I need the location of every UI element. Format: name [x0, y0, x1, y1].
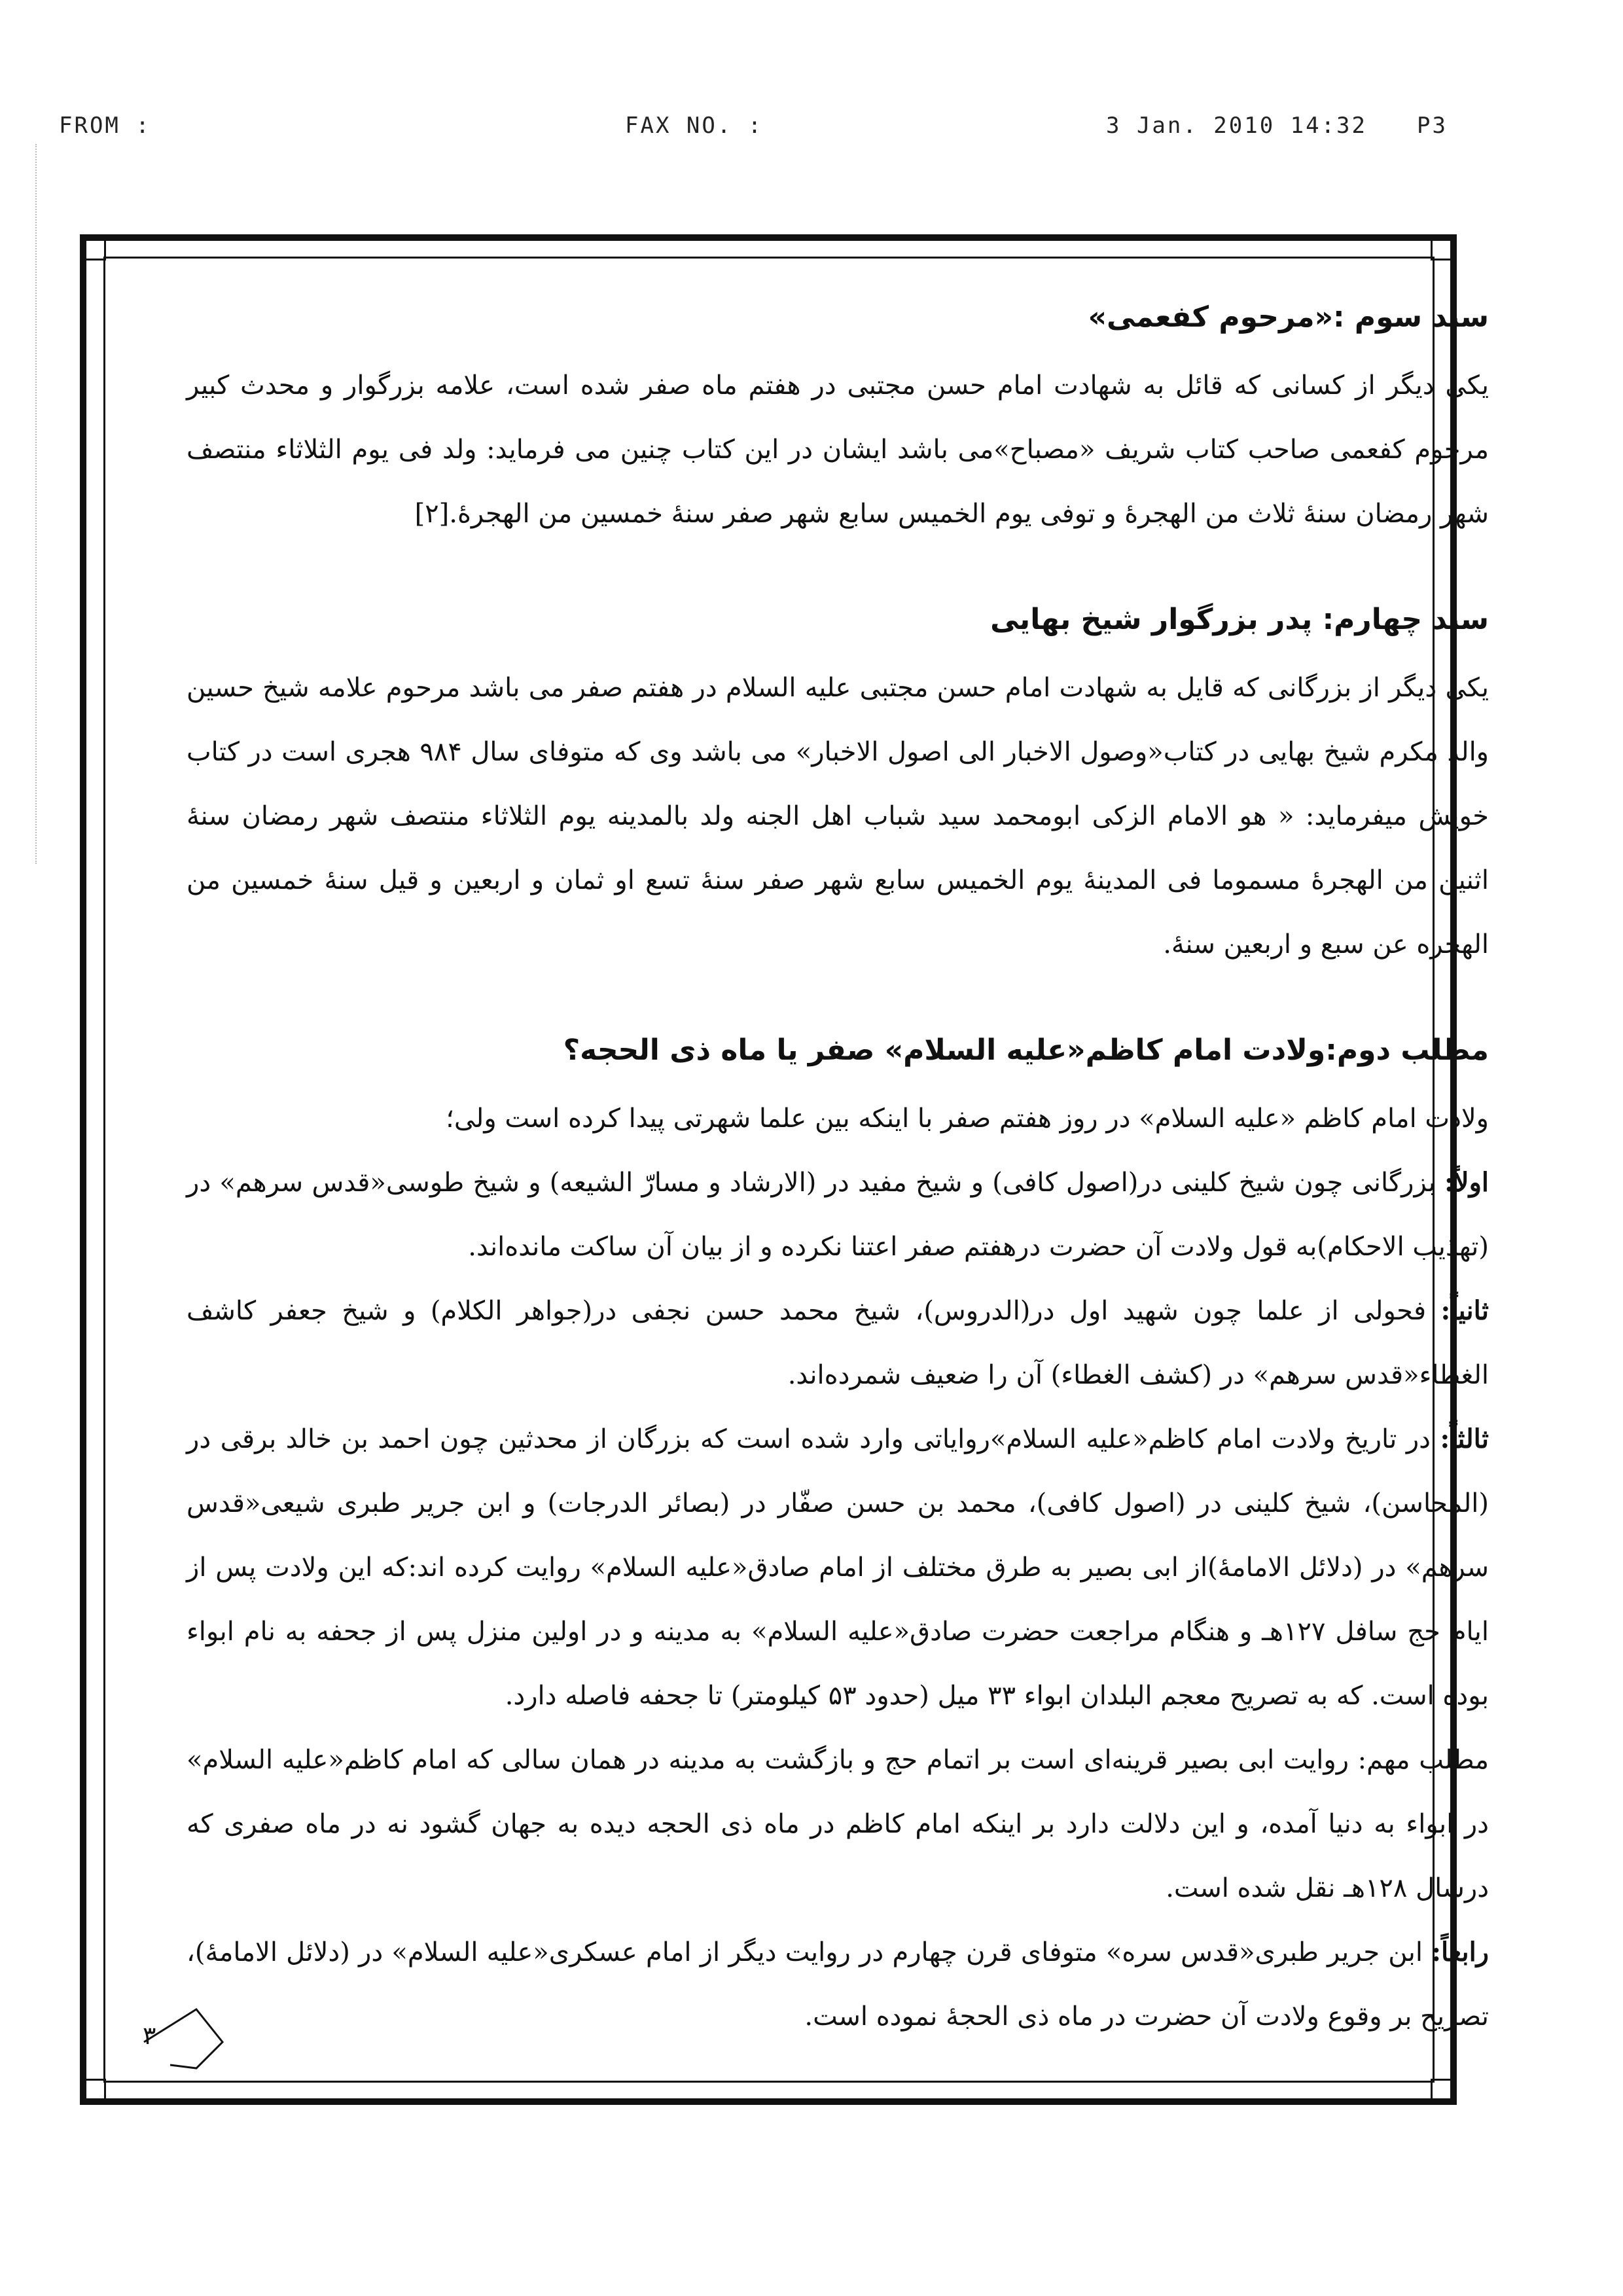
border-corner-ornament: [80, 2079, 106, 2105]
point-paragraph: [187, 1728, 1489, 1920]
fax-number-label: FAX NO. :: [625, 113, 764, 139]
paragraph: یکی دیگر از کسانی که قائل به شهادت امام حسن مجتبی در هفتم ماه صفر شده است، علامه بزرگوار و محدث کبیر مرحوم کفعمی صاحب کتاب شریف «مصباح»می باشد ایشان در این کتاب چنین می فرماید: ولد فی یوم الثلاثاء منتصف شهر رمضان سنۀ ثلاث من الهجرۀ و توفی یوم الخمیس سابع شهر صفر سنۀ خمسین من الهجرۀ.[۲]: [187, 370, 1489, 529]
point-paragraph: [187, 1407, 1489, 1728]
fax-from-label: FROM :: [59, 113, 151, 139]
fax-page-number: P3: [1417, 113, 1448, 139]
point-lead: اولاً:: [1444, 1167, 1489, 1198]
point-lead: ثالثاً:: [1440, 1424, 1489, 1454]
point-text: فحولی از علما چون شهید اول در(الدروس)، شیخ محمد حسن نجفی در(جواهر الکلام) و شیخ جعفر کاشف الغطاء«قدس سرهم» در (کشف الغطاء) آن را ضعیف شمرده‌اند.: [187, 1296, 1489, 1390]
fax-date-time: 3 Jan. 2010 14:32: [1106, 113, 1367, 139]
border-corner-ornament: [1431, 234, 1457, 260]
point-text: ابن جریر طبری«قدس سره» متوفای قرن چهارم در روایت دیگر از امام عسکری«علیه السلام» در (دلائل الامامۀ)، تصریح بر وقوع ولادت آن حضرت در ماه ذی الحجۀ نموده است.: [187, 1937, 1489, 2032]
point-paragraph: [187, 1279, 1489, 1407]
point-lead: رابعاً:: [1431, 1937, 1489, 1967]
point-text: مطلب مهم: روایت ابی بصیر قرینه‌ای است بر اتمام حج و بازگشت به مدینه در همان سالی که امام کاظم«علیه السلام» در ابواء به دنیا آمده، و این دلالت دارد بر اینکه امام کاظم در ماه ذی الحجه دیده به جهان گشود نه در ماه صفری که درسال ۱۲۸هـ نقل شده است.: [187, 1745, 1489, 1903]
point-text: در تاریخ ولادت امام کاظم«علیه السلام»روایاتی وارد شده است که بزرگان از محدثین چون احمد بن خالد برقی در (المحاسن)، شیخ کلینی در (اصول کافی)، محمد بن حسن صفّار در (بصائر الدرجات) و ابن جریر طبری شیعی«قدس سرهم» در (دلائل الامامۀ)از ابی بصیر به طرق مختلف از امام صادق«علیه السلام» روایت کرده اند:که این ولادت پس از ایام حج سافل ۱۲۷هـ و هنگام مراجعت حضرت صادق«علیه السلام» به مدینه و در اولین منزل پس از جحفه به نام ابواء بوده است. که به تصریح معجم البلدان ابواء ۳۳ میل (حدود ۵۳ کیلومتر) تا جحفه فاصله دارد.: [187, 1424, 1489, 1711]
point-lead: ثانیاً:: [1440, 1295, 1489, 1326]
scan-edge-mark: [35, 144, 38, 864]
point-text: بزرگانی چون شیخ کلینی در(اصول کافی) و شیخ مفید در (الارشاد و مسارّ الشیعه) و شیخ طوسی«قدس سرهم» در (تهذیب الاحکام)به قول ولادت آن حضرت درهفتم صفر اعتنا نکرده و از بیان آن ساکت مانده‌اند.: [187, 1168, 1489, 1262]
section-heading: سند چهارم: پدر بزرگوار شیخ بهایی: [990, 603, 1489, 636]
page-number: ۳: [143, 2021, 156, 2050]
point-paragraph: [187, 1151, 1489, 1279]
paragraph: یکی دیگر از بزرگانی که قایل به شهادت امام حسن مجتبی علیه السلام در هفتم صفر می باشد مرحوم علامه شیخ حسین والد مکرم شیخ بهایی در کتاب«وصول الاخبار الی اصول الاخبار» می باشد وی که متوفای سال ۹۸۴ هجری است در کتاب خویش میفرماید: « هو الامام الزکی ابومحمد سید شباب اهل الجنه ولد بالمدینه یوم الثلاثاء منتصف شهر رمضان سنۀ اثنین من الهجرۀ مسموما فی المدینۀ یوم الخمیس سابع شهر صفر سنۀ تسع او ثمان و اربعین و قیل سنۀ خمسین من الهجره عن سبع و اربعین سنۀ.: [187, 673, 1489, 960]
document-body: [187, 281, 1489, 2049]
section-intro: ولادت امام کاظم «علیه السلام» در روز هفتم صفر با اینکه بین علما شهرتی پیدا کرده است ولی؛: [446, 1103, 1489, 1134]
point-paragraph: [187, 1920, 1489, 2049]
section-heading: مطلب دوم:ولادت امام کاظم«علیه السلام» صفر یا ماه ذی الحجه؟: [563, 1033, 1489, 1067]
section-heading: سند سوم :«مرحوم کفعمی»: [1088, 300, 1489, 334]
border-corner-ornament: [80, 234, 106, 260]
border-corner-ornament: [1431, 2079, 1457, 2105]
